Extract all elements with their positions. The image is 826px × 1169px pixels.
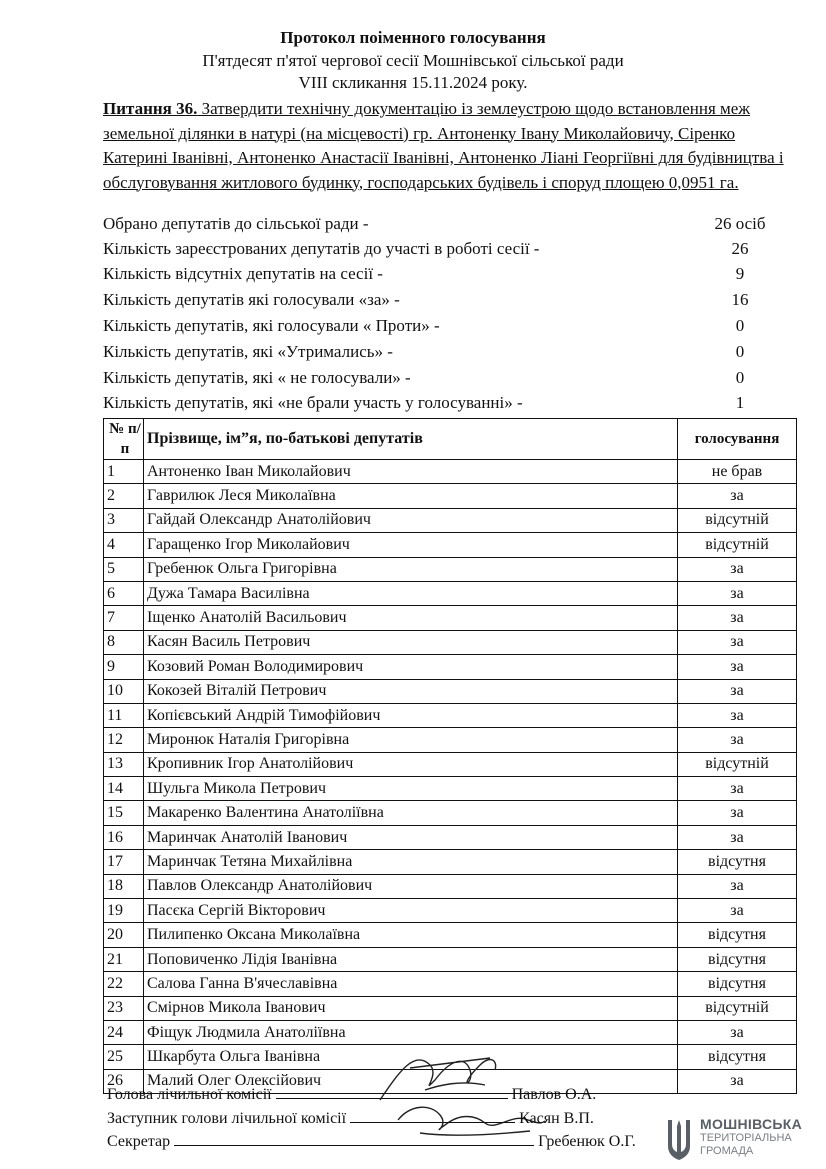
- vote-result: за: [678, 606, 797, 630]
- trident-icon: [664, 1116, 694, 1162]
- table-row: [104, 850, 797, 874]
- stat-value: 26: [731, 239, 749, 258]
- table-row: [104, 728, 797, 752]
- stat-label: Кількість депутатів, які голосували « Проти» -: [103, 316, 440, 335]
- table-row: [104, 484, 797, 508]
- row-number: 2: [104, 484, 144, 508]
- table-row: [104, 679, 797, 703]
- chair-signature-line: [107, 1084, 596, 1104]
- table-row: [104, 703, 797, 727]
- vote-result: за: [678, 728, 797, 752]
- row-number: 18: [104, 874, 144, 898]
- vote-result: не брав: [678, 460, 797, 484]
- row-number: 1: [104, 460, 144, 484]
- logo-line-2: ТЕРИТОРІАЛЬНА: [700, 1132, 792, 1144]
- table-row: [104, 557, 797, 581]
- vote-result: відсутній: [678, 996, 797, 1020]
- deputy-name: Дужа Тамара Василівна: [144, 581, 678, 605]
- table-row: [104, 923, 797, 947]
- deputy-label: Заступник голови лічильної комісії: [107, 1110, 347, 1127]
- stat-label: Кількість депутатів які голосували «за» -: [103, 290, 400, 309]
- row-number: 21: [104, 947, 144, 971]
- vote-result: за: [678, 1069, 797, 1093]
- table-row: [104, 533, 797, 557]
- row-number: 17: [104, 850, 144, 874]
- table-row: [104, 630, 797, 654]
- row-number: 11: [104, 703, 144, 727]
- vote-result: відсутня: [678, 972, 797, 996]
- vote-result: за: [678, 655, 797, 679]
- stat-value: 0: [735, 316, 745, 335]
- row-number: 13: [104, 752, 144, 776]
- row-number: 14: [104, 777, 144, 801]
- deputy-name: Павлов Олександр Анатолійович: [144, 874, 678, 898]
- secretary-name: Гребенюк О.Г.: [538, 1133, 636, 1150]
- vote-result: за: [678, 484, 797, 508]
- col-name-header: Прізвище, ім”я, по-батькові депутатів: [144, 419, 678, 460]
- row-number: 4: [104, 533, 144, 557]
- deputy-name: Макаренко Валентина Анатоліївна: [144, 801, 678, 825]
- convocation-line: VIII скликання 15.11.2024 року.: [298, 73, 528, 92]
- table-row: [104, 996, 797, 1020]
- deputy-name: Смірнов Микола Іванович: [144, 996, 678, 1020]
- document-title: Протокол поіменного голосування: [280, 28, 546, 47]
- deputy-name: Гребенюк Ольга Григорівна: [144, 557, 678, 581]
- vote-result: за: [678, 630, 797, 654]
- row-number: 9: [104, 655, 144, 679]
- deputy-name: Пилипенко Оксана Миколаївна: [144, 923, 678, 947]
- stat-value: 16: [731, 290, 749, 309]
- stat-label: Кількість депутатів, які « не голосували» -: [103, 368, 411, 387]
- row-number: 24: [104, 1020, 144, 1044]
- deputy-name: Кропивник Ігор Анатолійович: [144, 752, 678, 776]
- deputy-name: Маринчак Тетяна Михайлівна: [144, 850, 678, 874]
- deputy-name: Малий Олег Олексійович: [144, 1069, 678, 1093]
- table-row: [104, 801, 797, 825]
- logo-line-1: МОШНІВСЬКА: [700, 1116, 803, 1132]
- vote-result: відсутня: [678, 1045, 797, 1069]
- table-row: [104, 972, 797, 996]
- table-row: [104, 825, 797, 849]
- deputy-name: Козовий Роман Володимирович: [144, 655, 678, 679]
- row-number: 7: [104, 606, 144, 630]
- stat-value: 26 осіб: [714, 214, 766, 233]
- deputy-name: Іщенко Анатолій Васильович: [144, 606, 678, 630]
- row-number: 3: [104, 508, 144, 532]
- vote-result: відсутній: [678, 752, 797, 776]
- row-number: 5: [104, 557, 144, 581]
- row-number: 23: [104, 996, 144, 1020]
- col-vote-header: голосування: [678, 419, 797, 460]
- stat-value: 0: [735, 342, 745, 361]
- table-header-row: [104, 419, 797, 460]
- table-row: [104, 606, 797, 630]
- vote-result: відсутня: [678, 947, 797, 971]
- vote-result: за: [678, 679, 797, 703]
- vote-result: за: [678, 874, 797, 898]
- secretary-label: Секретар: [107, 1133, 171, 1150]
- agenda-question: [103, 97, 793, 195]
- deputy-name: Гайдай Олександр Анатолійович: [144, 508, 678, 532]
- deputy-name: Кокозей Віталій Петрович: [144, 679, 678, 703]
- deputy-name: Маринчак Анатолій Іванович: [144, 825, 678, 849]
- row-number: 8: [104, 630, 144, 654]
- deputy-name: Касян В.П.: [519, 1110, 594, 1127]
- row-number: 15: [104, 801, 144, 825]
- stat-label: Кількість відсутніх депутатів на сесії -: [103, 264, 383, 283]
- deputy-name: Поповиченко Лідія Іванівна: [144, 947, 678, 971]
- deputy-name: Салова Ганна В'ячеславівна: [144, 972, 678, 996]
- deputy-name: Фіщук Людмила Анатоліївна: [144, 1020, 678, 1044]
- table-row: [104, 581, 797, 605]
- deputy-name: Гаращенко Ігор Миколайович: [144, 533, 678, 557]
- vote-result: відсутній: [678, 533, 797, 557]
- stat-label: Кількість депутатів, які «Утримались» -: [103, 342, 393, 361]
- table-row: [104, 874, 797, 898]
- stat-label: Кількість депутатів, які «не брали участь у голосуванні» -: [103, 393, 523, 412]
- row-number: 26: [104, 1069, 144, 1093]
- question-text: Затвердити технічну документацію із землеустрою щодо встановлення меж земельної ділянки в натурі (на місцевості) гр. Антоненку Івану Миколайовичу, Сіренко Катерині Іванівні, Антоненко Анастасії Іванівні, Антоненко Ліані Георгіївні для будівництва і обслуговування житлового будинку, господарських будівель і споруд площею 0,0951 га.: [103, 99, 784, 192]
- logo-line-3: ГРОМАДА: [700, 1145, 754, 1157]
- vote-result: за: [678, 801, 797, 825]
- deputy-name: Шкарбута Ольга Іванівна: [144, 1045, 678, 1069]
- vote-result: за: [678, 1020, 797, 1044]
- vote-table-body: [104, 460, 797, 1094]
- deputy-name: Шульга Микола Петрович: [144, 777, 678, 801]
- vote-result: за: [678, 777, 797, 801]
- deputy-name: Касян Василь Петрович: [144, 630, 678, 654]
- table-row: [104, 460, 797, 484]
- vote-result: за: [678, 557, 797, 581]
- stat-value: 1: [735, 393, 745, 412]
- deputy-name: Миронюк Наталія Григорівна: [144, 728, 678, 752]
- table-row: [104, 655, 797, 679]
- deputy-signature-line: [107, 1108, 594, 1128]
- table-row: [104, 777, 797, 801]
- stat-label: Обрано депутатів до сільської ради -: [103, 214, 369, 233]
- row-number: 19: [104, 899, 144, 923]
- stat-label: Кількість зареєстрованих депутатів до участі в роботі сесії -: [103, 239, 540, 258]
- deputy-name: Пасєка Сергій Вікторович: [144, 899, 678, 923]
- vote-result: відсутня: [678, 923, 797, 947]
- table-row: [104, 947, 797, 971]
- vote-result: за: [678, 581, 797, 605]
- vote-result: за: [678, 899, 797, 923]
- deputy-name: Копієвський Андрій Тимофійович: [144, 703, 678, 727]
- stat-value: 0: [735, 368, 745, 387]
- community-logo: [664, 1116, 814, 1164]
- vote-result: за: [678, 825, 797, 849]
- question-number: Питання 36.: [103, 99, 198, 118]
- row-number: 25: [104, 1045, 144, 1069]
- vote-table: [103, 418, 797, 1094]
- table-row: [104, 508, 797, 532]
- stat-value: 9: [735, 264, 745, 283]
- row-number: 22: [104, 972, 144, 996]
- deputy-name: Гаврилюк Леся Миколаївна: [144, 484, 678, 508]
- table-row: [104, 899, 797, 923]
- vote-result: відсутній: [678, 508, 797, 532]
- table-row: [104, 752, 797, 776]
- session-line: П'ятдесят п'ятої чергової сесії Мошнівської сільської ради: [202, 51, 624, 70]
- row-number: 6: [104, 581, 144, 605]
- chair-label: Голова лічильної комісії: [107, 1086, 272, 1103]
- vote-result: відсутня: [678, 850, 797, 874]
- row-number: 10: [104, 679, 144, 703]
- chair-name: Павлов О.А.: [511, 1086, 597, 1103]
- vote-result: за: [678, 703, 797, 727]
- row-number: 12: [104, 728, 144, 752]
- row-number: 16: [104, 825, 144, 849]
- deputy-name: Антоненко Іван Миколайович: [144, 460, 678, 484]
- secretary-signature-line: [107, 1131, 636, 1151]
- row-number: 20: [104, 923, 144, 947]
- col-number-header: № п/п: [104, 419, 144, 460]
